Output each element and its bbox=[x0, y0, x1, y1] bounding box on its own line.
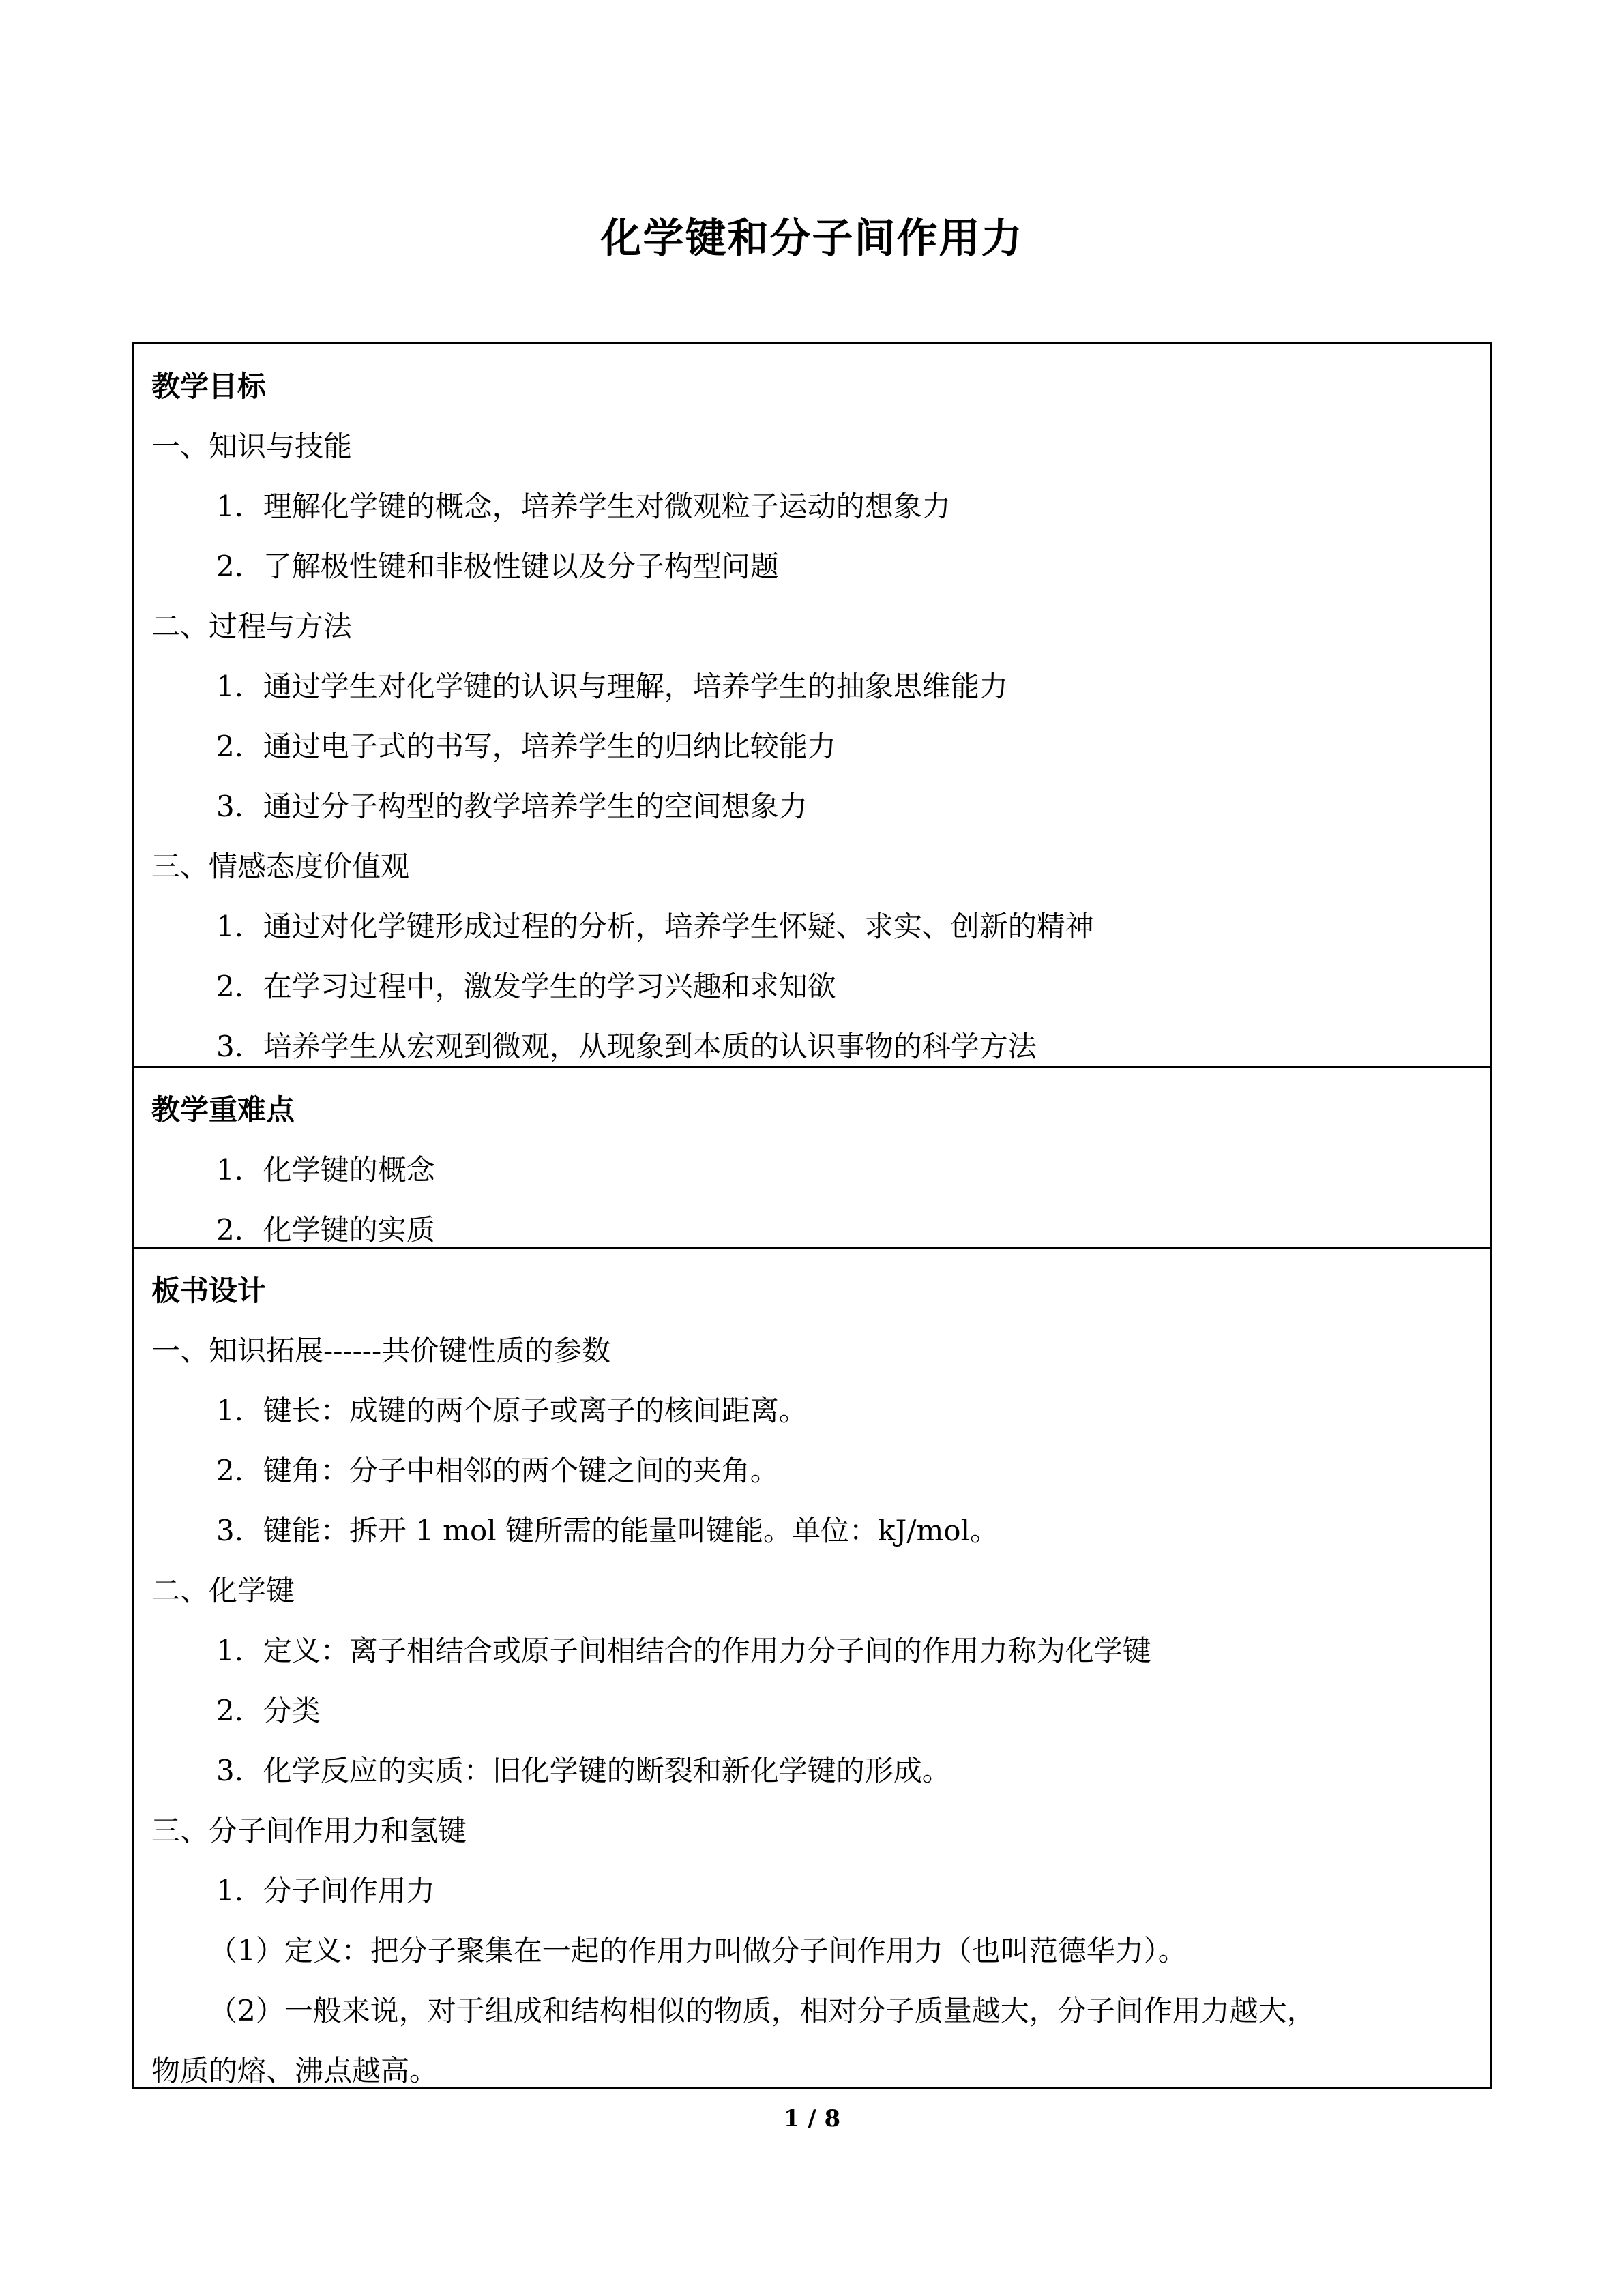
board-design-section bbox=[134, 1247, 1490, 2087]
list-item: 3．通过分子构型的教学培养学生的空间想象力 bbox=[216, 790, 808, 823]
list-item: 3．培养学生从宏观到微观，从现象到本质的认识事物的科学方法 bbox=[216, 1030, 1037, 1063]
subheading: 二、化学键 bbox=[151, 1574, 295, 1607]
subheading: 一、知识与技能 bbox=[151, 430, 353, 463]
subheading: 二、过程与方法 bbox=[151, 610, 353, 643]
lesson-plan-table bbox=[132, 342, 1492, 2089]
list-item: 2．了解极性键和非极性键以及分子构型问题 bbox=[216, 550, 779, 583]
page-number: 1 / 8 bbox=[783, 2105, 841, 2132]
section-heading: 教学目标 bbox=[151, 370, 267, 403]
section-heading: 板书设计 bbox=[151, 1274, 267, 1307]
list-item: 1．分子间作用力 bbox=[216, 1874, 435, 1907]
list-item: 1．化学键的概念 bbox=[216, 1153, 435, 1187]
subheading: 三、情感态度价值观 bbox=[151, 850, 410, 883]
list-item: 2．通过电子式的书写，培养学生的归纳比较能力 bbox=[216, 730, 836, 763]
list-item: 1．通过对化学键形成过程的分析，培养学生怀疑、求实、创新的精神 bbox=[216, 910, 1094, 943]
subheading: 三、分子间作用力和氢键 bbox=[151, 1814, 467, 1847]
key-points-section bbox=[134, 1066, 1490, 1247]
list-item: （1）定义：把分子聚集在一起的作用力叫做分子间作用力（也叫范德华力）。 bbox=[209, 1934, 1187, 1967]
list-item: 2．分类 bbox=[216, 1694, 321, 1727]
list-item: 1．理解化学键的概念，培养学生对微观粒子运动的想象力 bbox=[216, 490, 951, 523]
list-item: （2）一般来说，对于组成和结构相似的物质，相对分子质量越大，分子间作用力越大， bbox=[209, 1994, 1316, 2027]
list-item: 1．通过学生对化学键的认识与理解，培养学生的抽象思维能力 bbox=[216, 670, 1008, 703]
list-item: 1．键长：成键的两个原子或离子的核间距离。 bbox=[216, 1394, 808, 1427]
section-heading: 教学重难点 bbox=[151, 1093, 295, 1127]
list-item: 3．化学反应的实质：旧化学键的断裂和新化学键的形成。 bbox=[216, 1754, 951, 1787]
list-item: 2．键角：分子中相邻的两个键之间的夹角。 bbox=[216, 1454, 779, 1487]
list-item: 3．键能：拆开 1 mol 键所需的能量叫键能。单位：kJ/mol。 bbox=[216, 1514, 999, 1547]
list-item-continuation: 物质的熔、沸点越高。 bbox=[151, 2054, 439, 2087]
list-item: 2．化学键的实质 bbox=[216, 1213, 435, 1247]
teaching-objectives-section bbox=[134, 344, 1490, 1066]
list-item: 1．定义：离子相结合或原子间相结合的作用力分子间的作用力称为化学键 bbox=[216, 1634, 1151, 1667]
subheading: 一、知识拓展------共价键性质的参数 bbox=[151, 1334, 611, 1367]
list-item: 2．在学习过程中，激发学生的学习兴趣和求知欲 bbox=[216, 970, 836, 1003]
page-title: 化学键和分子间作用力 bbox=[600, 215, 1024, 263]
